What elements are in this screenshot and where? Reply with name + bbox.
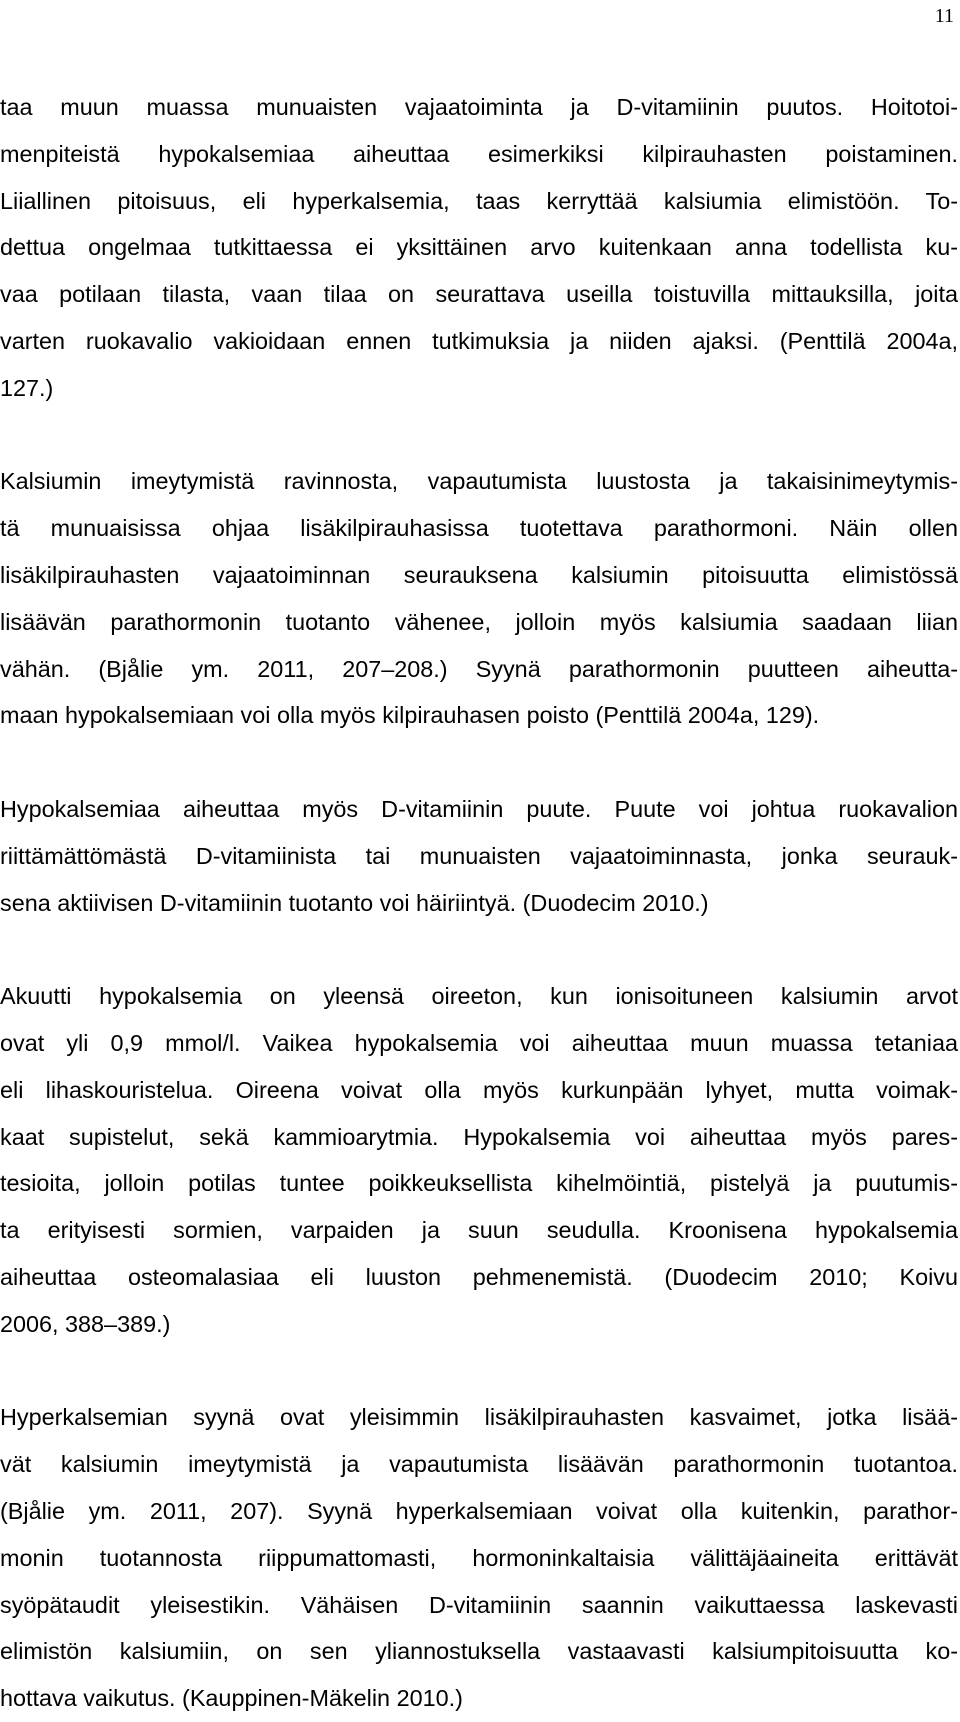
- page-number: 11: [934, 5, 954, 27]
- paragraph-spacer: [0, 739, 958, 786]
- text-line: vät kalsiumin imeytymistä ja vapautumista lisäävän parathormonin tuotantoa.: [0, 1451, 958, 1478]
- text-line: vaa potilaan tilasta, vaan tilaa on seurattava useilla toistuvilla mittauksilla, joita: [0, 281, 958, 308]
- document-body: [0, 84, 958, 1722]
- text-line: 127.): [0, 374, 54, 401]
- text-line: 2006, 388–389.): [0, 1310, 171, 1337]
- text-line: varten ruokavalio vakioidaan ennen tutkimuksia ja niiden ajaksi. (Penttilä 2004a,: [0, 327, 958, 354]
- text-line: lisäkilpirauhasten vajaatoiminnan seurauksena kalsiumin pitoisuutta elimistössä: [0, 561, 958, 588]
- text-line: Hypokalsemiaa aiheuttaa myös D-vitamiinin puute. Puute voi johtua ruokavalion: [0, 795, 958, 822]
- text-line: elimistön kalsiumiin, on sen yliannostuksella vastaavasti kalsiumpitoisuutta ko-: [0, 1638, 958, 1665]
- text-line: maan hypokalsemiaan voi olla myös kilpirauhasen poisto (Penttilä 2004a, 129).: [0, 702, 820, 729]
- text-line: (Bjålie ym. 2011, 207). Syynä hyperkalsemiaan voivat olla kuitenkin, parathor-: [0, 1497, 958, 1524]
- text-line: aiheuttaa osteomalasiaa eli luuston pehmenemistä. (Duodecim 2010; Koivu: [0, 1263, 958, 1290]
- text-line: kaat supistelut, sekä kammioarytmia. Hypokalsemia voi aiheuttaa myös pares-: [0, 1123, 958, 1150]
- text-line: lisäävän parathormonin tuotanto vähenee, jolloin myös kalsiumia saadaan liian: [0, 608, 958, 635]
- text-line: Liiallinen pitoisuus, eli hyperkalsemia, taas kerryttää kalsiumia elimistöön. To-: [0, 187, 958, 214]
- paragraph-spacer: [0, 412, 958, 459]
- paragraph: [0, 84, 958, 412]
- text-line: Hyperkalsemian syynä ovat yleisimmin lisäkilpirauhasten kasvaimet, jotka lisää-: [0, 1404, 958, 1431]
- text-line: tesioita, jolloin potilas tuntee poikkeuksellista kihelmöintiä, pistelyä ja puutumis-: [0, 1170, 958, 1197]
- text-line: eli lihaskouristelua. Oireena voivat olla myös kurkunpään lyhyet, mutta voimak-: [0, 1076, 958, 1103]
- paragraph: [0, 786, 958, 926]
- text-line: monin tuotannosta riippumattomasti, hormoninkaltaisia välittäjäaineita erittävät: [0, 1544, 958, 1571]
- text-line: taa muun muassa munuaisten vajaatoiminta ja D-vitamiinin puutos. Hoitotoi-: [0, 94, 958, 120]
- paragraph-spacer: [0, 1348, 958, 1395]
- text-line: Kalsiumin imeytymistä ravinnosta, vapautumista luustosta ja takaisinimeytymis-: [0, 468, 958, 495]
- text-line: sena aktiivisen D-vitamiinin tuotanto voi häiriintyä. (Duodecim 2010.): [0, 889, 709, 916]
- text-line: vähän. (Bjålie ym. 2011, 207–208.) Syynä parathormonin puutteen aiheutta-: [0, 655, 958, 682]
- text-line: dettua ongelmaa tutkittaessa ei yksittäinen arvo kuitenkaan anna todellista ku-: [0, 234, 958, 261]
- paragraph: [0, 973, 958, 1347]
- paragraph-spacer: [0, 926, 958, 973]
- paragraph: [0, 458, 958, 739]
- text-line: hottava vaikutus. (Kauppinen-Mäkelin 2010.): [0, 1685, 463, 1712]
- text-line: ta erityisesti sormien, varpaiden ja suun seudulla. Kroonisena hypokalsemia: [0, 1217, 958, 1244]
- text-line: syöpätaudit yleisestikin. Vähäisen D-vitamiinin saannin vaikuttaessa laskevasti: [0, 1591, 958, 1618]
- text-line: menpiteistä hypokalsemiaa aiheuttaa esimerkiksi kilpirauhasten poistaminen.: [0, 140, 958, 167]
- text-line: Akuutti hypokalsemia on yleensä oireeton, kun ionisoituneen kalsiumin arvot: [0, 983, 958, 1010]
- text-line: tä munuaisissa ohjaa lisäkilpirauhasissa tuotettava parathormoni. Näin ollen: [0, 515, 958, 542]
- text-line: ovat yli 0,9 mmol/l. Vaikea hypokalsemia voi aiheuttaa muun muassa tetaniaa: [0, 1029, 958, 1056]
- paragraph: [0, 1394, 958, 1722]
- text-line: riittämättömästä D-vitamiinista tai munuaisten vajaatoiminnasta, jonka seurauk-: [0, 842, 958, 869]
